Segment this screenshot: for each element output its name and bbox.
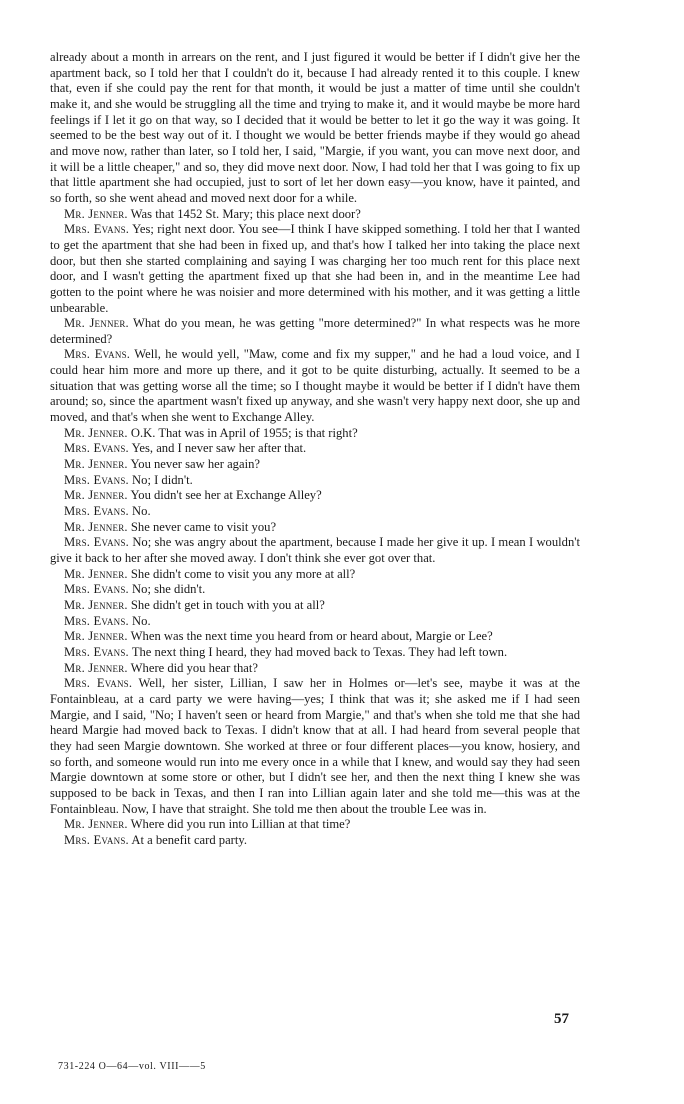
testimony-paragraph bbox=[50, 426, 580, 442]
speaker-label: Mr. Jenner. bbox=[64, 629, 128, 644]
testimony-paragraph bbox=[50, 473, 580, 489]
speaker-label: Mr. Jenner. bbox=[64, 316, 129, 331]
paragraph-text: Was that 1452 St. Mary; this place next door? bbox=[130, 206, 361, 221]
speaker-label: Mrs. Evans. bbox=[64, 472, 129, 487]
paragraph-text: Well, he would yell, "Maw, come and fix my supper," and he had a loud voice, and I could hear him more and more up there, and it got to be quite disturbing, actually. It seemed to be a situation that was getting worse all the time; so I thought maybe it would be better if I didn't have them around; so, since the apartment wasn't fixed up anyway, and she wasn't very happy next door, she up and moved, and that's when she went to Exchange Alley. bbox=[50, 347, 581, 425]
speaker-label: Mr. Jenner. bbox=[64, 206, 128, 221]
paragraph-text: Yes, and I never saw her after that. bbox=[131, 441, 307, 456]
paragraph-text: No. bbox=[132, 504, 151, 519]
testimony-paragraph bbox=[50, 504, 580, 520]
testimony-paragraph bbox=[50, 567, 580, 583]
speaker-label: Mr. Jenner. bbox=[64, 597, 128, 612]
speaker-label: Mrs. Evans. bbox=[64, 644, 129, 659]
paragraph-text: Where did you hear that? bbox=[130, 660, 258, 675]
testimony-paragraph bbox=[50, 316, 580, 347]
speaker-label: Mrs. Evans. bbox=[64, 613, 129, 628]
paragraph-text: At a benefit card party. bbox=[131, 832, 247, 847]
speaker-label: Mrs. Evans. bbox=[64, 676, 133, 691]
paragraph-text: You didn't see her at Exchange Alley? bbox=[130, 488, 322, 503]
speaker-label: Mr. Jenner. bbox=[64, 457, 128, 472]
paragraph-text: You never saw her again? bbox=[130, 457, 260, 472]
speaker-label: Mrs. Evans. bbox=[64, 535, 130, 550]
testimony-paragraph bbox=[50, 207, 580, 223]
paragraph-text: No. bbox=[132, 613, 151, 628]
testimony-body bbox=[50, 50, 580, 848]
speaker-label: Mr. Jenner. bbox=[64, 425, 128, 440]
testimony-paragraph bbox=[50, 222, 580, 316]
paragraph-text: Where did you run into Lillian at that time? bbox=[130, 817, 351, 832]
testimony-paragraph bbox=[50, 582, 580, 598]
paragraph-text: She didn't come to visit you any more at all? bbox=[130, 566, 356, 581]
speaker-label: Mr. Jenner. bbox=[64, 519, 128, 534]
speaker-label: Mr. Jenner. bbox=[64, 817, 128, 832]
testimony-paragraph bbox=[50, 661, 580, 677]
paragraph-text: She didn't get in touch with you at all? bbox=[130, 597, 325, 612]
paragraph-text: No; she didn't. bbox=[132, 582, 206, 597]
testimony-paragraph bbox=[50, 488, 580, 504]
testimony-paragraph bbox=[50, 535, 580, 566]
speaker-label: Mrs. Evans. bbox=[64, 582, 129, 597]
paragraph-text: When was the next time you heard from or heard about, Margie or Lee? bbox=[130, 629, 493, 644]
testimony-paragraph bbox=[50, 457, 580, 473]
paragraph-text: Yes; right next door. You see—I think I have skipped something. I told her that I wanted to get the apartment that she had been in fixed up, and that's how I talked her into taking the place next door, but then she started complaining and saying I was charging her too much rent for this place next door, and I wasn't getting the apartment fixed up that she had been in, and in the meantime Lee had gotten to the point where he was noisier and more determined with his mother, and it was getting a little unbearable. bbox=[50, 222, 581, 315]
testimony-paragraph bbox=[50, 614, 580, 630]
testimony-paragraph bbox=[50, 817, 580, 833]
testimony-paragraph bbox=[50, 645, 580, 661]
speaker-label: Mr. Jenner. bbox=[64, 660, 128, 675]
paragraph-text: O.K. That was in April of 1955; is that right? bbox=[130, 425, 358, 440]
paragraph-text: Well, her sister, Lillian, I saw her in Holmes or—let's see, maybe it was at the Fontainbleau, at a card party we were having—yes; I think that was it; she asked me if I had seen Margie, and I said, "No; I haven't seen or heard from Margie," and that's when she told me that she had heard Margie had moved back to Texas. I didn't know that at all. I had heard from several people that they had seen Margie downtown. She worked at three or four different places—you know, hosiery, and so forth, and someone would run into me every once in a while that I knew, and would say they had seen Margie downtown at some store or other, but I didn't see her, and then the next thing I knew she was supposed to be back in Texas, and then I ran into Lillian again later and she told me—this was at the Fontainbleau. Now, I have that straight. She told me then about the trouble Lee was in. bbox=[50, 676, 581, 816]
paragraph-text: The next thing I heard, they had moved back to Texas. They had left town. bbox=[131, 644, 508, 659]
paragraph-text: already about a month in arrears on the rent, and I just figured it would be better if I didn't give her the apartment back, so I told her that I couldn't do it, because I had already rented it to this couple. I knew that, even if she could pay the rent for that month, it would be just a matter of time until she couldn't make it, and she would be struggling all the time and trying to make it, and it would maybe be more hard feelings if I let it go on that way, so I decided that it would be better to let it go the way it was going. It seemed to be the best way out of it. I thought we would be better friends maybe if they would go ahead and move now, rather than later, so I told her, I said, "Margie, if you want, you can move next door, and it will be a little cheaper," and so, they did move next door. Now, I had told her that I was going to fix up that little apartment she had occupied, just to sort of let her down easy—you know, have it painted, and so forth, so she went ahead and moved next door for a while. bbox=[50, 50, 580, 205]
speaker-label: Mr. Jenner. bbox=[64, 488, 128, 503]
testimony-paragraph bbox=[50, 676, 580, 817]
testimony-paragraph bbox=[50, 347, 580, 425]
speaker-label: Mrs. Evans. bbox=[64, 504, 129, 519]
speaker-label: Mrs. Evans. bbox=[64, 441, 129, 456]
paragraph-text: No; she was angry about the apartment, because I made her give it up. I mean I wouldn't give it back to her after she moved away. I don't think she ever got over that. bbox=[50, 535, 581, 565]
testimony-paragraph bbox=[50, 441, 580, 457]
paragraph-text: No; I didn't. bbox=[132, 472, 193, 487]
testimony-paragraph bbox=[50, 833, 580, 849]
paragraph-text: What do you mean, he was getting "more determined?" In what respects was he more determined? bbox=[50, 316, 580, 346]
page-number: 57 bbox=[554, 1011, 569, 1027]
paragraph-text: She never came to visit you? bbox=[130, 519, 277, 534]
testimony-paragraph bbox=[50, 50, 580, 207]
speaker-label: Mrs. Evans. bbox=[64, 347, 131, 362]
testimony-paragraph bbox=[50, 520, 580, 536]
testimony-paragraph bbox=[50, 629, 580, 645]
speaker-label: Mrs. Evans. bbox=[64, 222, 130, 237]
print-code: 731-224 O—64—vol. VIII——5 bbox=[58, 1061, 206, 1072]
speaker-label: Mrs. Evans. bbox=[64, 832, 129, 847]
testimony-paragraph bbox=[50, 598, 580, 614]
speaker-label: Mr. Jenner. bbox=[64, 566, 128, 581]
